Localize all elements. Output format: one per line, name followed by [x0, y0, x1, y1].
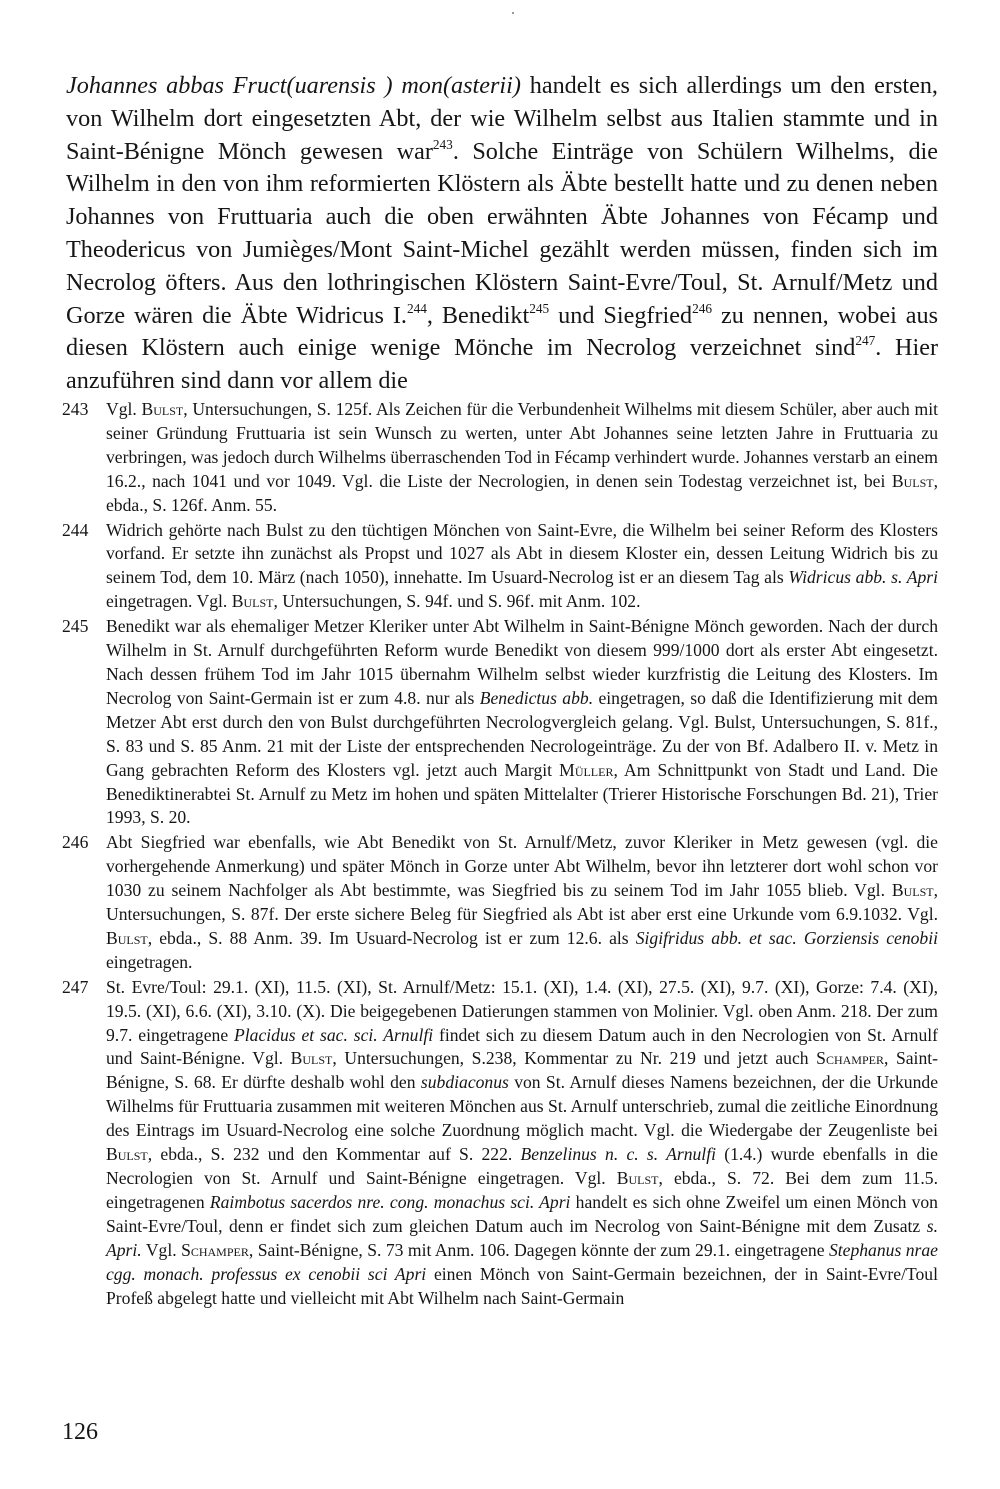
- author-name: Bulst: [891, 470, 934, 491]
- page-number: 126: [62, 1419, 98, 1445]
- footnote-text: Benedikt war als ehemaliger Metzer Kleriker unter Abt Wilhelm in Saint-Bénigne Mönch geworden. Nach der durch Wilhelm in St. Arnulf durchgeführten Reform wurde Benedikt von diesem 999/1000 dort als erster Abt eingesetzt. Nach dessen frühem Tod im Jahr 1015 übernahm Wilhelm selbst wieder kurzfristig die Leitung des Klosters. Im Necrolog von Saint-Germain ist er zum 4.8. nur als Benedictus abb. eingetragen, so daß die Identifizierung mit dem Metzer Abt erst durch den von Bulst durchgeführten Necrologvergleich gelang. Vgl. Bulst, Untersuchungen, S. 81f., S. 83 und S. 85 Anm. 21 mit der Liste der entsprechenden Necrologeinträge. Zu der von Bf. Adalbero II. v. Metz in Gang gebrachten Reform des Klosters vgl. jetzt auch Margit Müller, Am Schnittpunkt von Stadt und Land. Die Benediktinerabtei St. Arnulf zu Metz im hohen und späten Mittelalter (Trierer Historische Forschungen Bd. 21), Trier 1993, S. 20.: [106, 616, 938, 828]
- author-name: Bulst: [106, 927, 148, 948]
- footnote-246: [62, 831, 938, 974]
- author-name: Bulst: [290, 1048, 333, 1069]
- author-name: Bulst: [891, 880, 934, 901]
- footnote-text: Widrich gehörte nach Bulst zu den tüchtigen Mönchen von Saint-Evre, die Wilhelm bei seiner Reform des Klosters vorfand. Er setzte ihn zunächst als Propst und 1027 als Abt in diesem Kloster ein, dessen Leitung Widrich bis zu seinem Tod, dem 10. März (nach 1050), innehatte. Im Usuard-Necrolog ist er an diesem Tag als Widricus abb. s. Apri eingetragen. Vgl. Bulst, Untersuchungen, S. 94f. und S. 96f. mit Anm. 102.: [106, 519, 939, 612]
- latin-citation: Benzelinus n. c. s. Arnulfi: [520, 1144, 716, 1165]
- latin-citation: Raimbotus sacerdos nre. cong. monachus sci. Apri: [209, 1191, 571, 1212]
- footnote-text: St. Evre/Toul: 29.1. (XI), 11.5. (XI), St. Arnulf/Metz: 15.1. (XI), 1.4. (XI), 27.5. (XI), 9.7. (XI), Gorze: 7.4. (XI), 19.5. (XI), 6.6. (XI), 3.10. (X). Die beigegebenen Datierungen stammen von Molinier. Vgl. oben Anm. 218. Der zum 9.7. eingetragene Placidus et sac. sci. Arnulfi findet sich zu diesem Datum auch in den Necrologien von St. Arnulf und Saint-Bénigne. Vgl. Bulst, Untersuchungen, S.238, Kommentar zu Nr. 219 und jetzt auch Schamper, Saint-Bénigne, S. 68. Er dürfte deshalb wohl den subdiaconus von St. Arnulf dieses Namens bezeichnen, der die Urkunde Wilhelms für Fruttuaria zusammen mit weiteren Mönchen aus St. Arnulf unterschrieb, zumal die zeitliche Einordnung des Eintrags im Usuard-Necrolog eine solche Zuordnung möglich macht. Vgl. die Wiedergabe der Zeugenliste bei Bulst, ebda., S. 232 und den Kommentar auf S. 222. Benzelinus n. c. s. Arnulfi (1.4.) wurde ebenfalls in die Necrologien von St. Arnulf und Saint-Bénigne eingetragen. Vgl. Bulst, ebda., S. 72. Bei dem zum 11.5. eingetragenen Raimbotus sacerdos nre. cong. monachus sci. Apri handelt es sich ohne Zweifel um einen Mönch von Saint-Evre/Toul, denn er findet sich zum gleichen Datum auch im Necrolog von Saint-Bénigne mit dem Zusatz s. Apri. Vgl. Schamper, Saint-Bénigne, S. 73 mit Anm. 106. Dagegen könnte der zum 29.1. eingetragene Stephanus nrae cgg. monach. professus ex cenobii sci Apri einen Mönch von Saint-Germain bezeichnen, der in Saint-Evre/Toul Profeß abgelegt hatte und vielleicht mit Abt Wilhelm nach Saint-Germain: [106, 976, 939, 1308]
- footnote-number: 247: [62, 976, 89, 997]
- footnote-number: 243: [62, 399, 89, 419]
- latin-citation: Placidus et sac. sci. Arnulfi: [234, 1024, 434, 1045]
- latin-term: subdiaconus: [420, 1072, 509, 1093]
- footnote-number: 245: [62, 616, 89, 637]
- author-name: Bulst: [106, 1144, 148, 1165]
- author-name: Schamper: [181, 1239, 249, 1260]
- text-segment: und Siegfried: [549, 301, 693, 329]
- footnote-ref-246[interactable]: 246: [692, 300, 713, 316]
- latin-citation: Johannes abbas Fruct(uarensis ) mon(asterii): [66, 72, 521, 99]
- latin-citation: Benedictus abb.: [479, 687, 594, 708]
- latin-citation: Widricus abb. s. Apri: [788, 567, 939, 588]
- footnote-ref-245[interactable]: 245: [529, 300, 550, 316]
- footnote-text: Vgl. Bulst, Untersuchungen, S. 125f. Als Zeichen für die Verbundenheit Wilhelms mit diesem Schüler, aber auch mit seiner Gründung Fruttuaria ist sein Wunsch zu werten, unter Abt Johannes seine letzten Jahre in Fruttuaria zu verbringen, was jedoch durch Wilhelms überraschenden Tod in Fécamp verhindert wurde. Johannes verstarb an einem 16.2., nach 1041 und vor 1049. Vgl. die Liste der Necrologien, in denen sein Todestag verzeichnet ist, bei Bulst, ebda., S. 126f. Anm. 55.: [106, 399, 939, 515]
- footnote-text: Abt Siegfried war ebenfalls, wie Abt Benedikt von St. Arnulf/Metz, zuvor Kleriker in Metz gewesen (vgl. die vorhergehende Anmerkung) und später Mönch in Gorze unter Abt Wilhelm, bevor ihn letzterer dort wohl schon vor 1030 zu seinem Nachfolger als Abt bestimmte, was Siegfried bis zu seinem Tod im Jahr 1055 blieb. Vgl. Bulst, Untersuchungen, S. 87f. Der erste sichere Beleg für Siegfried als Abt ist aber erst eine Urkunde vom 6.9.1032. Vgl. Bulst, ebda., S. 88 Anm. 39. Im Usuard-Necrolog ist er zum 12.6. als Sigifridus abb. et sac. Gorziensis cenobii eingetragen.: [106, 832, 938, 972]
- author-name: Schamper: [816, 1048, 884, 1069]
- footnote-244: [62, 519, 938, 615]
- text-segment: . Solche Einträge von Schülern Wilhelms, die Wilhelm in den von ihm reformierten Klöstern als Äbte bestellt hatte und zu denen neben Johannes von Fruttuaria auch die oben erwähnten Äbte Johannes von Fécamp und Theodericus von Jumièges/Mont Saint-Michel gezählt werden müssen, finden sich im Necrolog öfters. Aus den lothringischen Klöstern Saint-Evre/Toul, St. Arnulf/Metz und Gorze wären die Äbte Widricus I.: [66, 137, 938, 329]
- latin-citation: Stephanus nrae cgg. monach. professus ex cenobii sci Apri: [106, 1239, 938, 1284]
- footnote-ref-243[interactable]: 243: [432, 136, 453, 152]
- footnote-243: [62, 398, 938, 518]
- footnote-number: 246: [62, 832, 89, 853]
- footnotes-section: [62, 398, 938, 1311]
- latin-citation: s. Apri.: [106, 1215, 938, 1260]
- footnote-ref-247[interactable]: 247: [855, 333, 876, 349]
- text-segment: handelt es sich allerdings um den ersten, von Wilhelm dort eingesetzten Abt, der wie Wilhelm selbst aus Italien stammte und in Saint-Bénigne Mönch gewesen war: [66, 72, 938, 165]
- text-segment: zu nennen, wobei aus diesen Klöstern auch einige wenige Mönche im Necrolog verzeichnet sind: [66, 301, 938, 362]
- scan-speck: [512, 12, 514, 14]
- author-name: Bulst: [231, 591, 274, 612]
- main-paragraph: [66, 70, 938, 398]
- text-segment: , Benedikt: [426, 301, 530, 329]
- footnote-245: [62, 615, 938, 830]
- footnote-number: 244: [62, 519, 89, 540]
- author-name: Bulst: [141, 399, 184, 419]
- author-name: Bulst: [616, 1168, 659, 1188]
- latin-citation: Sigifridus abb. et sac. Gorziensis cenobii: [635, 927, 938, 948]
- author-name: Müller: [559, 759, 614, 780]
- footnote-247: [62, 976, 938, 1311]
- text-segment: . Hier anzuführen sind dann vor allem die: [66, 334, 938, 395]
- footnote-ref-244[interactable]: 244: [406, 300, 427, 316]
